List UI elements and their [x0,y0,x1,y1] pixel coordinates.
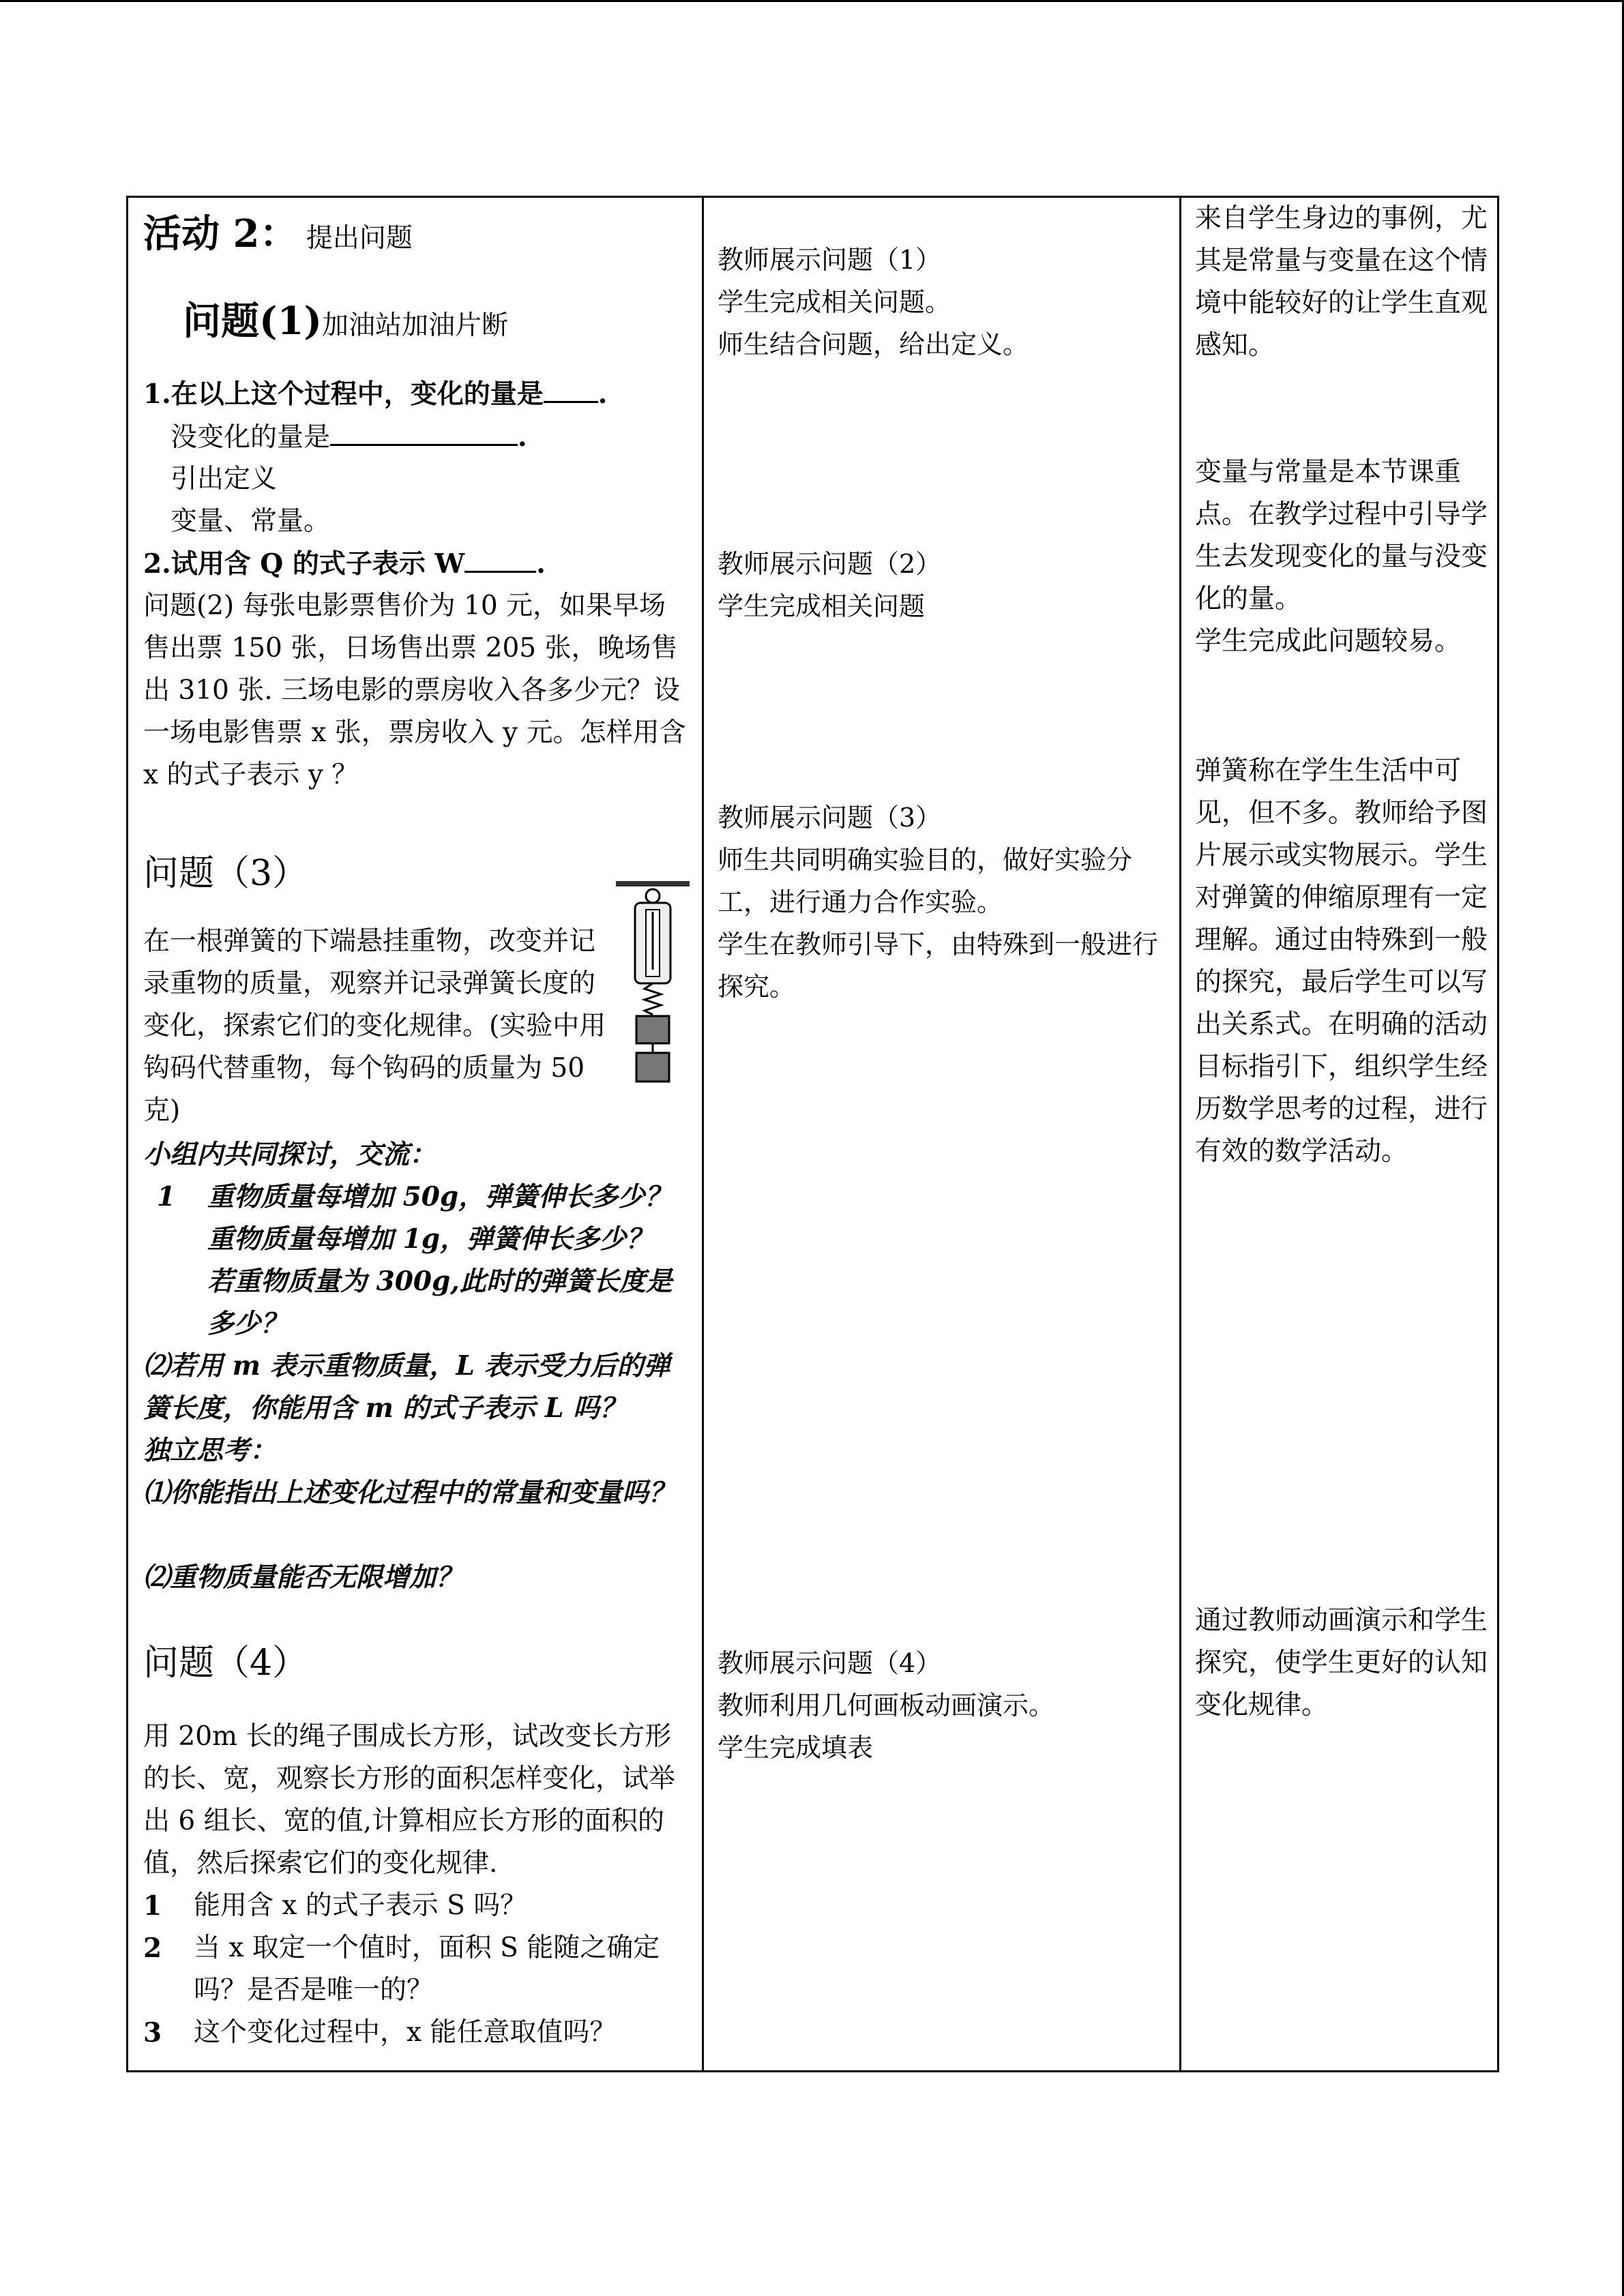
q3-indep: 独立思考： [143,1435,277,1466]
q4-item3-text: 这个变化过程中，x 能任意取值吗？ [194,2017,617,2048]
q1-item1-line2: 没变化的量是 [171,422,331,453]
teacher-b2-line1: 教师展示问题（2） [718,549,942,579]
teacher-b4-line2: 教师利用几何画板动画演示。 [718,1690,1055,1720]
teacher-b3-line3: 学生在教师引导下，由特殊到一般进行探究。 [718,929,1159,1002]
teacher-b1-line2: 学生完成相关问题。 [718,287,951,317]
activity-subtitle: 提出问题 [306,223,413,254]
q2-text: 问题(2) 每张电影票售价为 10 元，如果早场售出票 150 张，日场售出票 205 张，晚场售出 310 张. 三场电影的票房收入各多少元？设一场电影售票 x 张，票房收入 y 元。怎样用含 x 的式子表示 y ？ [143,591,686,790]
q1-label: 问题(1) [183,299,322,344]
q3-g2: ⑵若用 m 表示重物质量，L 表示受力后的弹簧长度，你能用含 m 的式子表示 L 吗？ [143,1350,670,1424]
q3-title: 问题（3） [143,853,308,894]
blank-unchanging[interactable] [330,418,518,446]
q4-item1-num: 1 [143,1890,162,1922]
q3-g1-a: 重物质量每增加 50g，弹簧伸长多少？ [207,1181,672,1212]
blank-expression[interactable] [464,545,536,573]
q3-group: 小组内共同探讨，交流： [143,1139,437,1170]
q1-topic: 加油站加油片断 [321,310,508,341]
activity-cell: 活动 2： 提出问题 问题(1)加油站加油片断 1.在以上这个过程中，变化的量是 . 没变化的量是 . 引出定义 变量、常量。 2.试用含 Q 的式子表示 W . 问题(2) 每张电影票售价为 10 元，如果早场售出票 150 张，日场售出票 205 张，晚场售出 310 张. 三场电影的票房收入各多少元？设一场电影售票 x 张，票房收入 y 元。怎样用含 x 的式子表示 y ？ 问题（3） 在一根弹簧的下端悬挂重物，改变并记录重物的质量，观察并记录弹簧长度的变化，探索它们的变化规律。(实验中用钩码代替重物，每个钩码的质量为 50 克) 小组内共同探讨，交流： 1 重物质量每增加 50g，弹簧伸长多少？ 重物质量每增加 1g，弹簧伸长多少？ 若重物质量为 300g,此时的弹簧长度是多少？ ⑵若用 m 表示重物质量，L 表示受力后的弹簧长度，你能用含 m 的式子表示 L 吗？ 独立思考： ⑴你能指出上述变化过程中的常量和变量吗？ ⑵重物质量能否无限增加？ 问题（4） 用 20m 长的绳子围成长方形，试改变长方形的长、宽，观察长方形的面积怎样变化，试举出 6 组长、宽的值,计算相应长方形的面积的值，然后探索它们的变化规律. 1 能用含 x 的式子表示 S 吗？ 2 当 x 取定一个值时，面积 S 能随之确定吗？是否是唯一的？ 3 这个变化过程中，x 能任意取值吗？ [128,197,703,2072]
q4-item2-text: 当 x 取定一个值时，面积 S 能随之确定吗？是否是唯一的？ [194,1933,660,2006]
q4-text: 用 20m 长的绳子围成长方形，试改变长方形的长、宽，观察长方形的面积怎样变化，试举出 6 组长、宽的值,计算相应长方形的面积的值，然后探索它们的变化规律. [143,1721,676,1879]
lesson-plan-table [126,196,1499,2072]
q4-item2-num: 2 [143,1933,162,1964]
intent-b2b: 学生完成此问题较易。 [1195,626,1462,657]
q3-i1: ⑴你能指出上述变化过程中的常量和变量吗？ [143,1477,676,1508]
design-intent-cell [1181,197,1498,2072]
q3-g1-c: 若重物质量为 300g,此时的弹簧长度是多少？ [207,1266,673,1339]
teacher-b3-line2: 师生共同明确实验目的，做好实验分工，进行通力合作实验。 [718,845,1133,917]
intent-b3: 弹簧称在学生生活中可见，但不多。教师给予图片展示或实物展示。学生对弹簧的伸缩原理有一定理解。通过由特殊到一般的探究，最后学生可以写出关系式。在明确的活动目标指引下，组织学生经历数学思考的过程，进行有效的数学活动。 [1195,756,1488,1167]
q3-i2: ⑵重物质量能否无限增加？ [143,1562,463,1593]
q3-g1-b: 重物质量每增加 1g，弹簧伸长多少？ [207,1223,653,1255]
activity-title: 活动 2： [143,211,298,256]
q1-item2: 2.试用含 Q 的式子表示 W [143,548,465,580]
teacher-b3-line1: 教师展示问题（3） [718,803,942,833]
teacher-activity-cell [703,197,1181,2072]
intent-b1: 来自学生身边的事例，尤其是常量与变量在这个情境中能较好的让学生直观感知。 [1195,203,1488,361]
q4-item1-text: 能用含 x 的式子表示 S 吗？ [194,1890,527,1921]
q3-g1-num: 1 [157,1181,176,1212]
teacher-b4-line1: 教师展示问题（4） [718,1648,942,1678]
spring-scale-image [616,881,690,1089]
q4-title: 问题（4） [143,1643,308,1684]
q3-text: 在一根弹簧的下端悬挂重物，改变并记录重物的质量，观察并记录弹簧长度的变化，探索它们的变化规律。(实验中用钩码代替重物，每个钩码的质量为 50 克) [143,926,606,1126]
teacher-b1-line1: 教师展示问题（1） [718,245,942,275]
q1-item1: 1.在以上这个过程中，变化的量是 [143,378,544,410]
teacher-b2-line2: 学生完成相关问题 [718,591,926,621]
page-top-border [0,0,1624,2]
intent-b4: 通过教师动画演示和学生探究，使学生更好的认知变化规律。 [1195,1605,1488,1720]
q4-item3-num: 3 [143,2017,162,2048]
intent-b2a: 变量与常量是本节课重点。在教学过程中引导学生去发现变化的量与没变化的量。 [1195,457,1488,614]
teacher-b4-line3: 学生完成填表 [718,1733,874,1763]
q1-define2: 变量、常量。 [171,506,331,537]
blank-changing[interactable] [544,375,598,403]
q1-define1: 引出定义 [171,464,278,494]
teacher-b1-line3: 师生结合问题，给出定义。 [718,329,1029,359]
